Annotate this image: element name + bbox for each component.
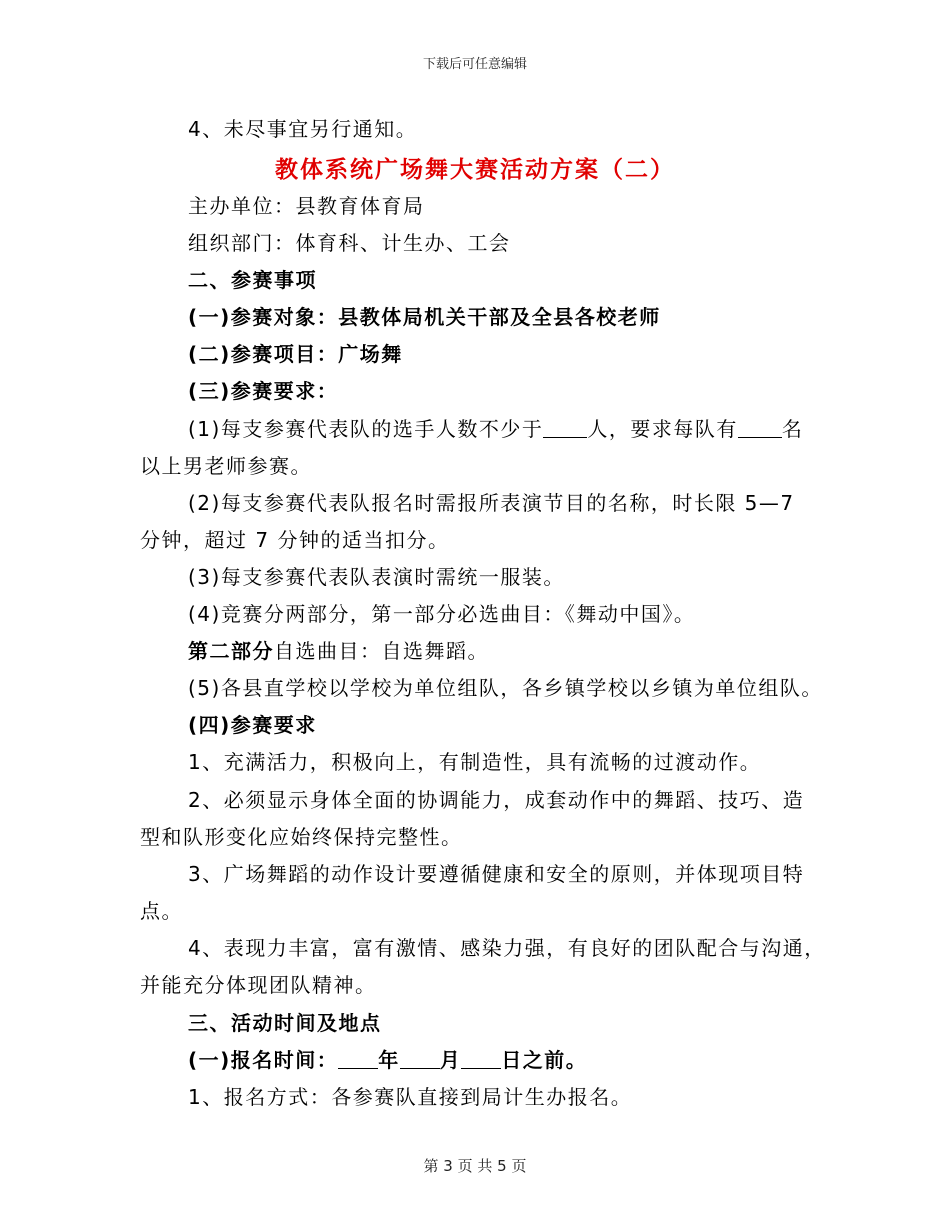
requirement-2-line-1: (2)每支参赛代表队报名时需报所表演节目的名称，时长限 5—7 [188,491,795,515]
subsection-participants: (一)参赛对象：县教体局机关干部及全县各校老师 [188,305,661,329]
fill-blank [738,419,782,438]
fill-blank [461,1050,501,1069]
requirement-4: (4)竞赛分两部分，第一部分必选曲目：《舞动中国》。 [188,602,696,626]
subsection-performance-requirements: (四)参赛要求 [188,713,317,737]
requirement-1-text-c: 名 [781,417,804,441]
organizer-line: 主办单位：县教育体育局 [188,194,425,218]
page-header: 下载后可任意编辑 [422,57,527,72]
criterion-1: 1、充满活力，积极向上，有制造性，具有流畅的过渡动作。 [188,750,762,774]
fill-blank [400,1050,440,1069]
requirement-2-line-2: 分钟，超过 7 分钟的适当扣分。 [140,528,450,552]
section-heading-2: 二、参赛事项 [188,268,317,292]
month-label: 月 [439,1048,462,1072]
document-title: 教体系统广场舞大赛活动方案（二） [275,157,675,183]
year-label: 年 [378,1048,400,1072]
registration-method: 1、报名方式：各参赛队直接到局计生办报名。 [188,1085,633,1109]
fill-blank [338,1050,378,1069]
registration-time-label: (一)报名时间： [188,1048,339,1072]
requirement-3: (3)每支参赛代表队表演时需统一服装。 [188,565,565,589]
subsection-event: (二)参赛项目：广场舞 [188,342,403,366]
requirement-1-line-1 [188,417,803,441]
criterion-3-line-2: 点。 [140,899,183,923]
requirement-1-text-b: 人，要求每队有 [587,417,738,441]
section-heading-3: 三、活动时间及地点 [188,1011,382,1035]
notice-line: 4、未尽事宜另行通知。 [188,117,418,141]
criterion-2-line-2: 型和队形变化应始终保持完整性。 [140,825,463,849]
requirement-1-line-2: 以上男老师参赛。 [140,454,312,478]
criterion-2-line-1: 2、必须显示身体全面的协调能力，成套动作中的舞蹈、技巧、造 [188,788,805,812]
page-footer: 第 3 页 共 5 页 [423,1157,527,1175]
requirement-4-part-2 [188,639,489,663]
part-2-label: 第二部分 [188,639,274,663]
part-2-text: 自选曲目：自选舞蹈。 [274,639,489,663]
criterion-4-line-1: 4、表现力丰富，富有激情、感染力强，有良好的团队配合与沟通， [188,936,826,960]
department-line: 组织部门：体育科、计生办、工会 [188,231,511,255]
day-label: 日之前。 [501,1048,588,1072]
registration-time-line [188,1048,587,1072]
requirement-1-text-a: (1)每支参赛代表队的选手人数不少于 [188,417,544,441]
requirement-5: (5)各县直学校以学校为单位组队，各乡镇学校以乡镇为单位组队。 [188,676,823,700]
criterion-4-line-2: 并能充分体现团队精神。 [140,973,377,997]
criterion-3-line-1: 3、广场舞蹈的动作设计要遵循健康和安全的原则，并体现项目特 [188,862,805,886]
fill-blank [543,419,587,438]
subsection-requirements: (三)参赛要求： [188,379,339,403]
